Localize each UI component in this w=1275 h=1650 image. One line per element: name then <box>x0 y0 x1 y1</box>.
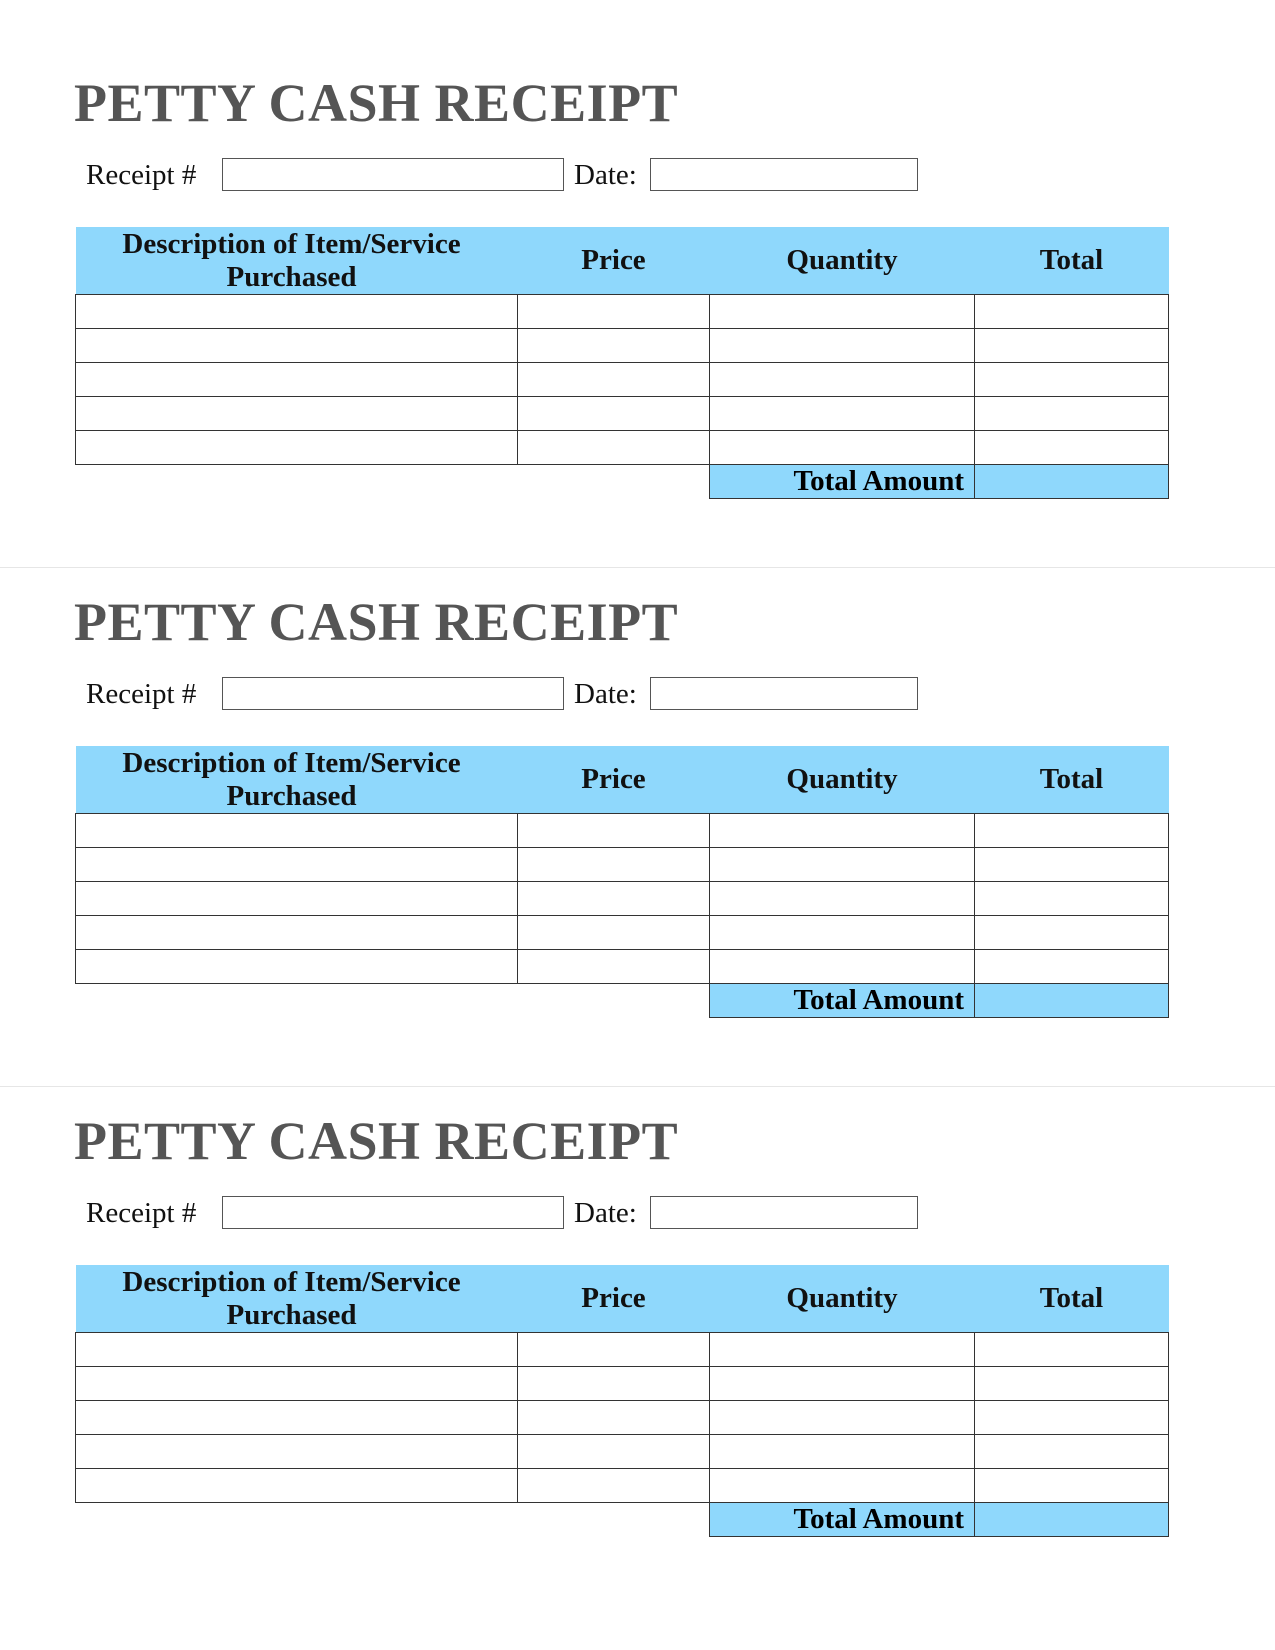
quantity-cell[interactable] <box>710 295 975 329</box>
price-cell[interactable] <box>518 363 710 397</box>
item-row <box>76 431 1169 465</box>
price-cell[interactable] <box>518 1401 710 1435</box>
receipt-number-field[interactable] <box>222 1196 564 1229</box>
total-cell[interactable] <box>975 848 1169 882</box>
total-row <box>76 465 1169 499</box>
total-row-spacer <box>76 465 710 499</box>
header-quantity: Quantity <box>710 1265 975 1333</box>
total-cell[interactable] <box>975 431 1169 465</box>
total-row <box>76 1503 1169 1537</box>
items-table <box>75 227 1169 499</box>
description-cell[interactable] <box>76 431 518 465</box>
total-cell[interactable] <box>975 1401 1169 1435</box>
description-cell[interactable] <box>76 882 518 916</box>
receipt-number-field[interactable] <box>222 158 564 191</box>
item-row <box>76 295 1169 329</box>
description-cell[interactable] <box>76 848 518 882</box>
quantity-cell[interactable] <box>710 329 975 363</box>
table-header-row <box>76 227 1169 295</box>
header-total: Total <box>975 1265 1169 1333</box>
description-cell[interactable] <box>76 363 518 397</box>
total-cell[interactable] <box>975 397 1169 431</box>
total-amount-label: Total Amount <box>710 984 975 1018</box>
receipt-title: PETTY CASH RECEIPT <box>74 1111 679 1171</box>
table-header-row <box>76 746 1169 814</box>
header-price: Price <box>518 1265 710 1333</box>
price-cell[interactable] <box>518 295 710 329</box>
header-total: Total <box>975 746 1169 814</box>
header-description: Description of Item/Service Purchased <box>76 746 518 814</box>
quantity-cell[interactable] <box>710 916 975 950</box>
description-cell[interactable] <box>76 1435 518 1469</box>
item-row <box>76 848 1169 882</box>
item-row <box>76 1401 1169 1435</box>
quantity-cell[interactable] <box>710 363 975 397</box>
total-amount-value[interactable] <box>975 1503 1169 1537</box>
total-cell[interactable] <box>975 814 1169 848</box>
description-cell[interactable] <box>76 295 518 329</box>
description-cell[interactable] <box>76 916 518 950</box>
header-description: Description of Item/Service Purchased <box>76 1265 518 1333</box>
date-field[interactable] <box>650 677 918 710</box>
total-row <box>76 984 1169 1018</box>
description-cell[interactable] <box>76 1367 518 1401</box>
total-cell[interactable] <box>975 363 1169 397</box>
header-description: Description of Item/Service Purchased <box>76 227 518 295</box>
price-cell[interactable] <box>518 882 710 916</box>
date-field[interactable] <box>650 158 918 191</box>
date-label: Date: <box>574 678 637 710</box>
items-table <box>75 1265 1169 1537</box>
quantity-cell[interactable] <box>710 1469 975 1503</box>
quantity-cell[interactable] <box>710 431 975 465</box>
description-cell[interactable] <box>76 1333 518 1367</box>
date-label: Date: <box>574 1197 637 1229</box>
total-amount-label: Total Amount <box>710 1503 975 1537</box>
item-row <box>76 814 1169 848</box>
item-row <box>76 950 1169 984</box>
total-cell[interactable] <box>975 1435 1169 1469</box>
header-quantity: Quantity <box>710 227 975 295</box>
total-cell[interactable] <box>975 1333 1169 1367</box>
quantity-cell[interactable] <box>710 882 975 916</box>
quantity-cell[interactable] <box>710 1367 975 1401</box>
header-quantity: Quantity <box>710 746 975 814</box>
total-cell[interactable] <box>975 1367 1169 1401</box>
price-cell[interactable] <box>518 397 710 431</box>
receipt-number-label: Receipt # <box>86 678 197 710</box>
date-label: Date: <box>574 159 637 191</box>
quantity-cell[interactable] <box>710 950 975 984</box>
receipt-number-label: Receipt # <box>86 159 197 191</box>
date-field[interactable] <box>650 1196 918 1229</box>
quantity-cell[interactable] <box>710 1401 975 1435</box>
header-price: Price <box>518 227 710 295</box>
price-cell[interactable] <box>518 1469 710 1503</box>
total-cell[interactable] <box>975 916 1169 950</box>
item-row <box>76 916 1169 950</box>
description-cell[interactable] <box>76 814 518 848</box>
price-cell[interactable] <box>518 1435 710 1469</box>
quantity-cell[interactable] <box>710 1435 975 1469</box>
receipt-title: PETTY CASH RECEIPT <box>74 592 679 652</box>
item-row <box>76 1367 1169 1401</box>
item-row <box>76 1469 1169 1503</box>
description-cell[interactable] <box>76 1401 518 1435</box>
receipt-section <box>0 519 1275 1038</box>
price-cell[interactable] <box>518 814 710 848</box>
price-cell[interactable] <box>518 950 710 984</box>
header-price: Price <box>518 746 710 814</box>
item-row <box>76 1435 1169 1469</box>
quantity-cell[interactable] <box>710 1333 975 1367</box>
description-cell[interactable] <box>76 1469 518 1503</box>
price-cell[interactable] <box>518 848 710 882</box>
item-row <box>76 882 1169 916</box>
total-row-spacer <box>76 984 710 1018</box>
receipt-number-label: Receipt # <box>86 1197 197 1229</box>
price-cell[interactable] <box>518 1333 710 1367</box>
total-cell[interactable] <box>975 1469 1169 1503</box>
total-amount-value[interactable] <box>975 465 1169 499</box>
description-cell[interactable] <box>76 329 518 363</box>
quantity-cell[interactable] <box>710 848 975 882</box>
receipt-section <box>0 0 1275 519</box>
item-row <box>76 363 1169 397</box>
description-cell[interactable] <box>76 950 518 984</box>
price-cell[interactable] <box>518 329 710 363</box>
item-row <box>76 397 1169 431</box>
quantity-cell[interactable] <box>710 397 975 431</box>
total-cell[interactable] <box>975 950 1169 984</box>
total-row-spacer <box>76 1503 710 1537</box>
price-cell[interactable] <box>518 916 710 950</box>
price-cell[interactable] <box>518 1367 710 1401</box>
item-row <box>76 329 1169 363</box>
total-cell[interactable] <box>975 295 1169 329</box>
items-table <box>75 746 1169 1018</box>
total-amount-label: Total Amount <box>710 465 975 499</box>
receipt-section <box>0 1038 1275 1557</box>
header-total: Total <box>975 227 1169 295</box>
receipt-number-field[interactable] <box>222 677 564 710</box>
table-header-row <box>76 1265 1169 1333</box>
receipt-title: PETTY CASH RECEIPT <box>74 73 679 133</box>
total-cell[interactable] <box>975 329 1169 363</box>
price-cell[interactable] <box>518 431 710 465</box>
description-cell[interactable] <box>76 397 518 431</box>
item-row <box>76 1333 1169 1367</box>
total-cell[interactable] <box>975 882 1169 916</box>
total-amount-value[interactable] <box>975 984 1169 1018</box>
quantity-cell[interactable] <box>710 814 975 848</box>
